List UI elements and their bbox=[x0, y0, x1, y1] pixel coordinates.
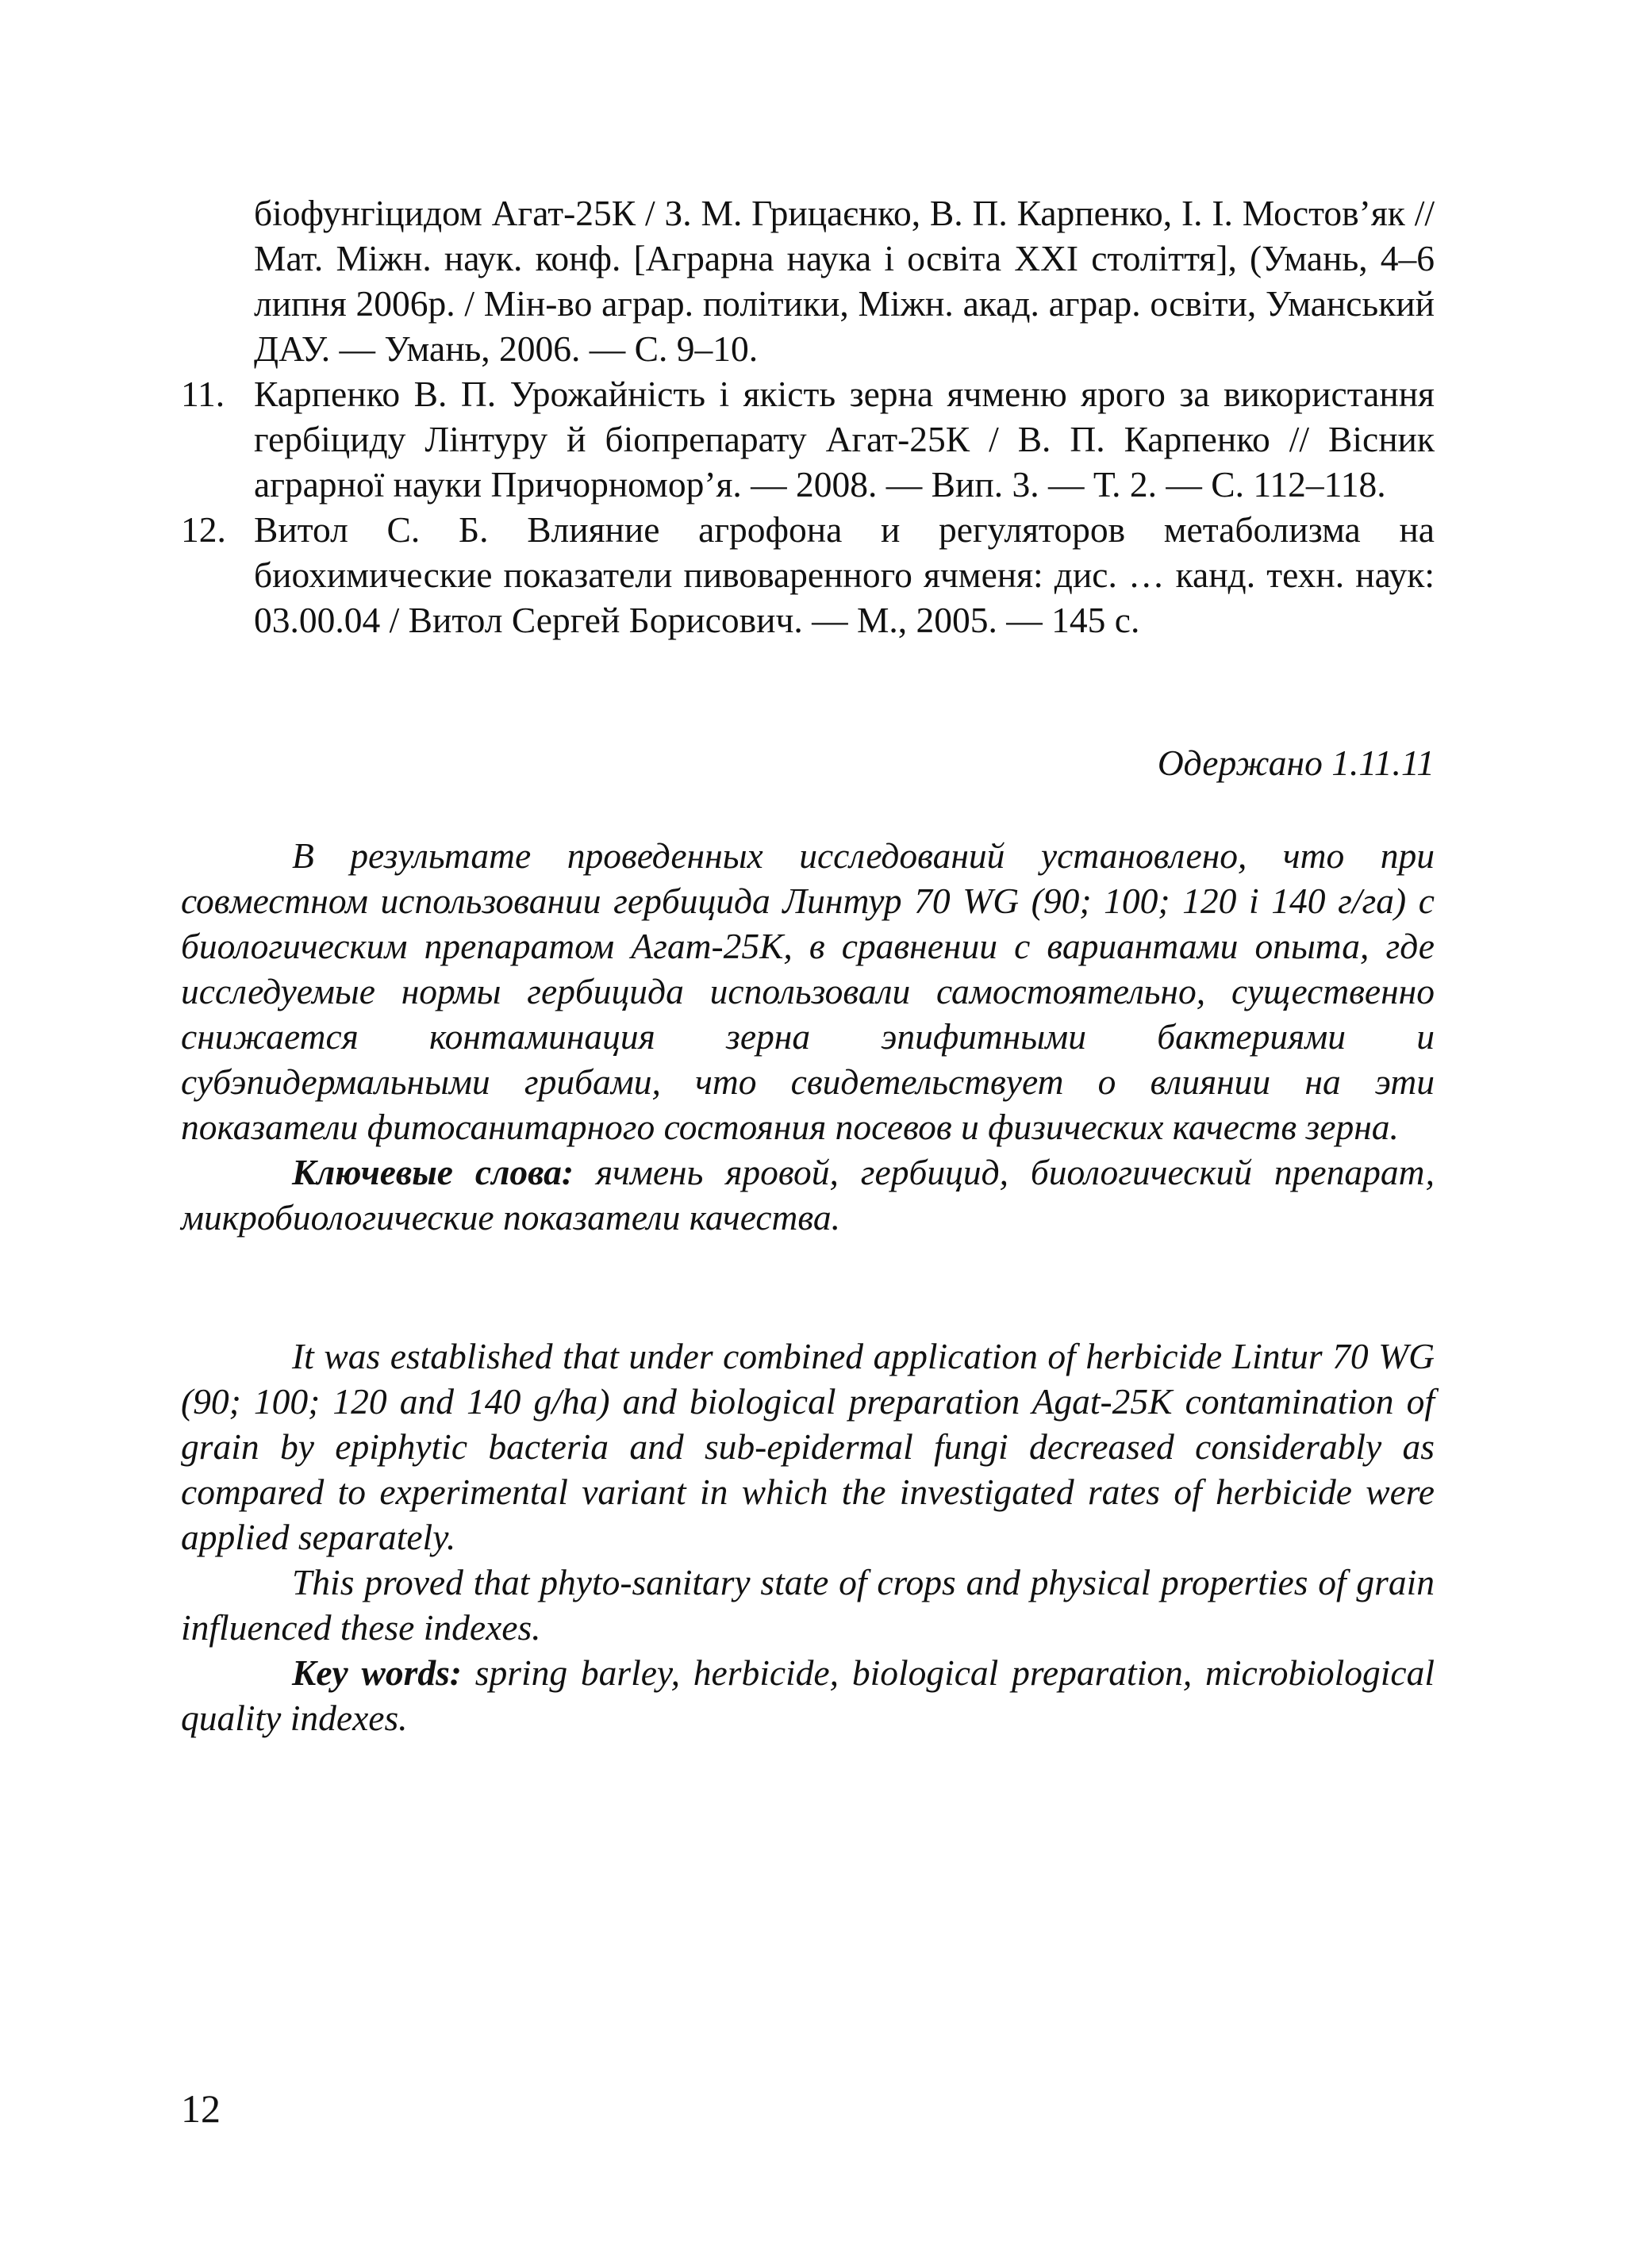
abstract-ru-text: В результате проведенных исследований установлено, что при совместном использовании гербицида Линтур 70 WG (90; 100; 120 і 140 г/га) с биологическим препаратом Агат-25К, в сравнении с вариантами опыта, где исследуемые нормы гербицида использовали самостоятельно, существенно снижается контаминация зерна эпифитными бактериями и субэпидермальными грибами, что свидетельствует о влиянии на эти показатели фитосанитарного состояния посевов и физических качеств зерна. bbox=[181, 835, 1435, 1147]
reference-list bbox=[181, 190, 1435, 643]
keywords-label: Ключевые слова: bbox=[292, 1152, 574, 1192]
reference-continuation: біофунгіцидом Агат-25К / З. М. Грицаєнко, В. П. Карпенко, І. І. Мостов’як // Мат. Міжн. наук. конф. [Аграрна наука і освіта XXI століття], (Умань, 4–6 липня 2006р. / Мін-во аграр. політики, Міжн. акад. аграр. освіти, Уманський ДАУ. — Умань, 2006. — С. 9–10. bbox=[254, 193, 1435, 369]
reference-number: 12. bbox=[181, 509, 226, 550]
abstract-ru-keywords bbox=[181, 1149, 1435, 1240]
reference-item bbox=[181, 507, 1435, 643]
abstract-russian bbox=[181, 833, 1435, 1240]
abstract-en-paragraph: This proved that phyto-sanitary state of crops and physical properties of grain influenced these indexes. bbox=[181, 1562, 1435, 1648]
keywords-label: Key words: bbox=[292, 1652, 462, 1693]
abstract-en-keywords bbox=[181, 1650, 1435, 1740]
reference-text: Витол С. Б. Влияние агрофона и регуляторов метаболизма на биохимические показатели пивоваренного ячменя: дис. … канд. техн. наук: 03.00.04 / Витол Сергей Борисович. — М., 2005. — 145 с. bbox=[254, 509, 1435, 640]
received-date: Одержано 1.11.11 bbox=[1157, 743, 1435, 783]
abstract-en-paragraph: It was established that under combined application of herbicide Lintur 70 WG (90; 100; 120 and 140 g/ha) and biological preparation Agat-25K contamination of grain by epiphytic bacteria and sub-epidermal fungi decreased considerably as compared to experimental variant in which the investigated rates of herbicide were applied separately. bbox=[181, 1336, 1435, 1557]
reference-item bbox=[181, 371, 1435, 507]
page-number: 12 bbox=[181, 2086, 221, 2131]
abstract-english bbox=[181, 1334, 1435, 1740]
reference-text: Карпенко В. П. Урожайність і якість зерна ячменю ярого за використання гербіциду Лінтуру й біопрепарату Агат-25К / В. П. Карпенко // Вісник аграрної науки Причорномор’я. — 2008. — Вип. 3. — Т. 2. — С. 112–118. bbox=[254, 374, 1435, 505]
keywords-text: spring barley, herbicide, biological preparation, microbiological quality indexes. bbox=[181, 1652, 1435, 1738]
reference-number: 11. bbox=[181, 374, 225, 414]
keywords-text: ячмень яровой, гербицид, биологический препарат, микробиологические показатели качества. bbox=[181, 1152, 1435, 1238]
